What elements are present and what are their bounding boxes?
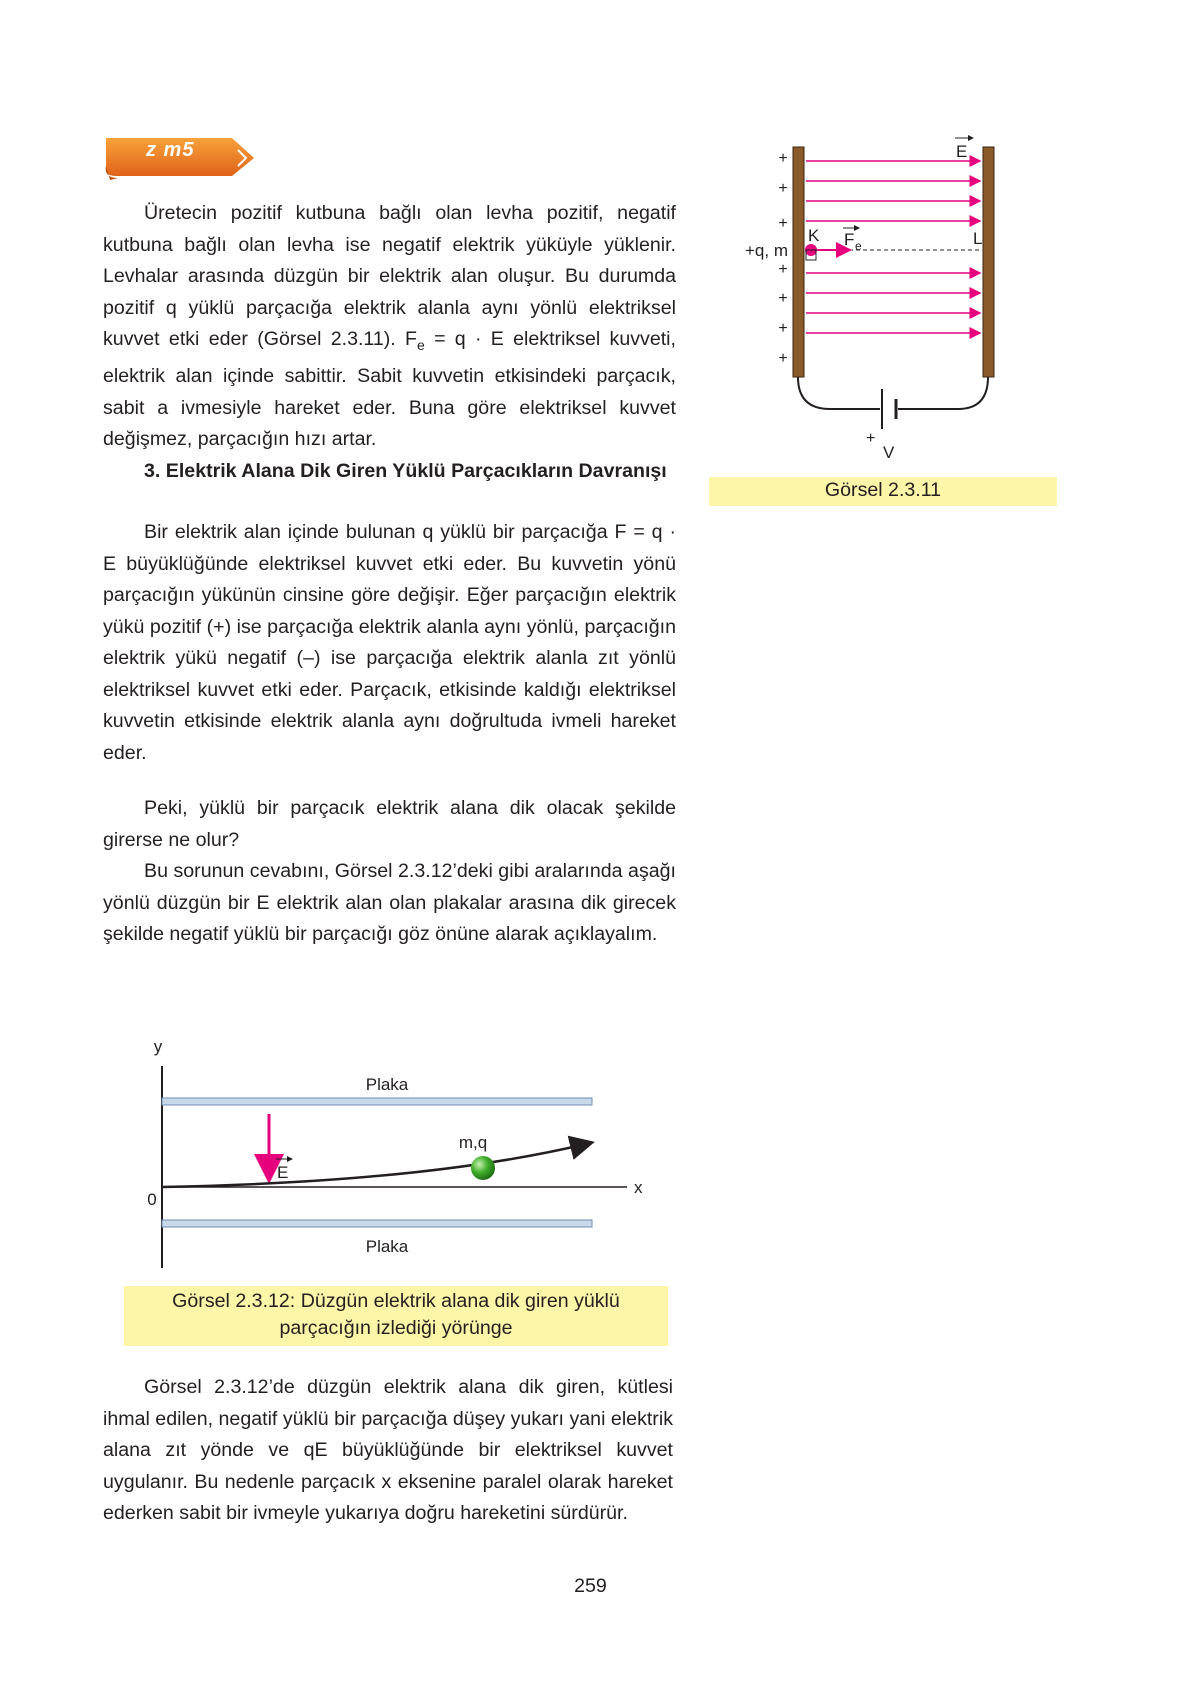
formula-fe: $F_e$: [405, 328, 425, 353]
paragraph-5: Görsel 2.3.12’de düzgün elektrik alana dik giren, kütlesi ihmal edilen, negatif yüklü bir parçacığa düşey yukarı yani elektrik alana zıt yönde ve qE büyüklüğünde bir elektriksel kuvvet uygulanır. Bu nedenle parçacık x eksenine paralel olarak hareket ederken sabit bir ivmeyle yukarıya doğru hareketini sürdürür.: [103, 1376, 673, 1524]
top-plate-label: Plaka: [365, 1075, 409, 1094]
paragraph-1-text: Üretecin pozitif kutbuna bağlı olan levha pozitif, negatif kutbuna bağlı olan levha ise negatif elektrik yüküyle yüklenir. Levhalar arasında düzgün bir elektrik alan oluşur. Bu durumda pozitif q yüklü parçacığa elektrik alanla aynı yönlü elektriksel kuvvet etki eder (Görsel 2.3.11).: [103, 202, 676, 350]
particle: [471, 1156, 495, 1180]
particle-label: m,q: [458, 1133, 488, 1152]
field-label: E: [277, 1163, 289, 1182]
svg-text:+: +: [778, 150, 788, 167]
right-plate: [983, 147, 994, 377]
figure-2-caption-line-1: Görsel 2.3.12: Düzgün elektrik alana dik giren yüklü: [172, 1290, 620, 1312]
charge-label: +q, m: [745, 241, 788, 260]
figure-trajectory: [130, 1030, 670, 1280]
paragraph-4: Bu sorunun cevabını, Görsel 2.3.12’deki gibi aralarında aşağı yönlü düzgün bir E elektrik alan olan plakalar arasına dik girecek şekilde negatif yüklü bir parçacığı göz önüne alarak açıklayalım.: [103, 860, 676, 945]
svg-text:+: +: [778, 215, 788, 232]
section-heading: 3. Elektrik Alana Dik Giren Yüklü Parçacıkların Davranışı: [144, 460, 667, 482]
battery-plus: +: [866, 430, 876, 447]
voltage-label: V: [883, 443, 895, 462]
bottom-plate: [162, 1220, 592, 1227]
origin-label: 0: [147, 1190, 157, 1209]
paragraph-3: Peki, yüklü bir parçacık elektrik alana dik olacak şekilde girerse ne olur?: [103, 797, 676, 851]
point-k-label: K: [808, 226, 820, 245]
svg-text:+: +: [778, 350, 788, 367]
svg-text:+: +: [778, 290, 788, 307]
trajectory-path: [162, 1143, 590, 1187]
svg-text:+: +: [778, 261, 788, 278]
page-number: 259: [574, 1575, 607, 1597]
svg-text:+: +: [778, 180, 788, 197]
svg-text:+: +: [778, 320, 788, 337]
field-label: E: [956, 142, 968, 161]
circuit-wire-left: [798, 377, 880, 409]
bottom-plate-label: Plaka: [365, 1237, 409, 1256]
point-l-label: L: [973, 229, 983, 248]
paragraph-2: Bir elektrik alan içinde bulunan q yüklü bir parçacığa F = q · E büyüklüğünde elektriksel kuvvet etki eder. Bu kuvvetin yönü parçacığın yükünün cinsine göre değişir. Eğer parçacığın elektrik yükü pozitif (+) ise parçacığa elektrik alanla aynı yönlü, parçacığın elektrik yükü negatif (–) ise parçacığa elektrik alanla zıt yönlü elektriksel kuvvet etki eder. Parçacık, etkisinde kaldığı elektriksel kuvvetin etkisinde elektrik alanla aynı doğrultuda ivmeli hareket eder.: [103, 521, 676, 764]
y-axis-label: y: [153, 1037, 163, 1056]
force-label: F: [844, 230, 855, 249]
figure-2-caption-line-2: parçacığın izlediği yörünge: [279, 1317, 513, 1339]
top-plate: [162, 1098, 592, 1105]
figure-2-caption: [124, 1286, 668, 1346]
x-axis-label: x: [634, 1178, 643, 1197]
figure-parallel-plates: [730, 125, 1010, 465]
force-sub: e: [855, 239, 862, 253]
left-plate: [793, 147, 804, 377]
circuit-wire-right: [898, 377, 988, 409]
field-lines: [806, 161, 983, 333]
paragraph-1-formula-text: = q · E elektriksel kuvveti, elektrik alan içinde sabittir. Sabit kuvvetin etkisindeki parçacık, sabit a ivmesiyle hareket eder. Buna göre elektriksel kuvvet değişmez, parçacığın hızı artar.: [103, 328, 676, 451]
figure-1-caption: Görsel 2.3.11: [709, 477, 1057, 506]
paragraph-1: [103, 198, 676, 456]
activity-tag-label: z m5: [146, 139, 195, 161]
